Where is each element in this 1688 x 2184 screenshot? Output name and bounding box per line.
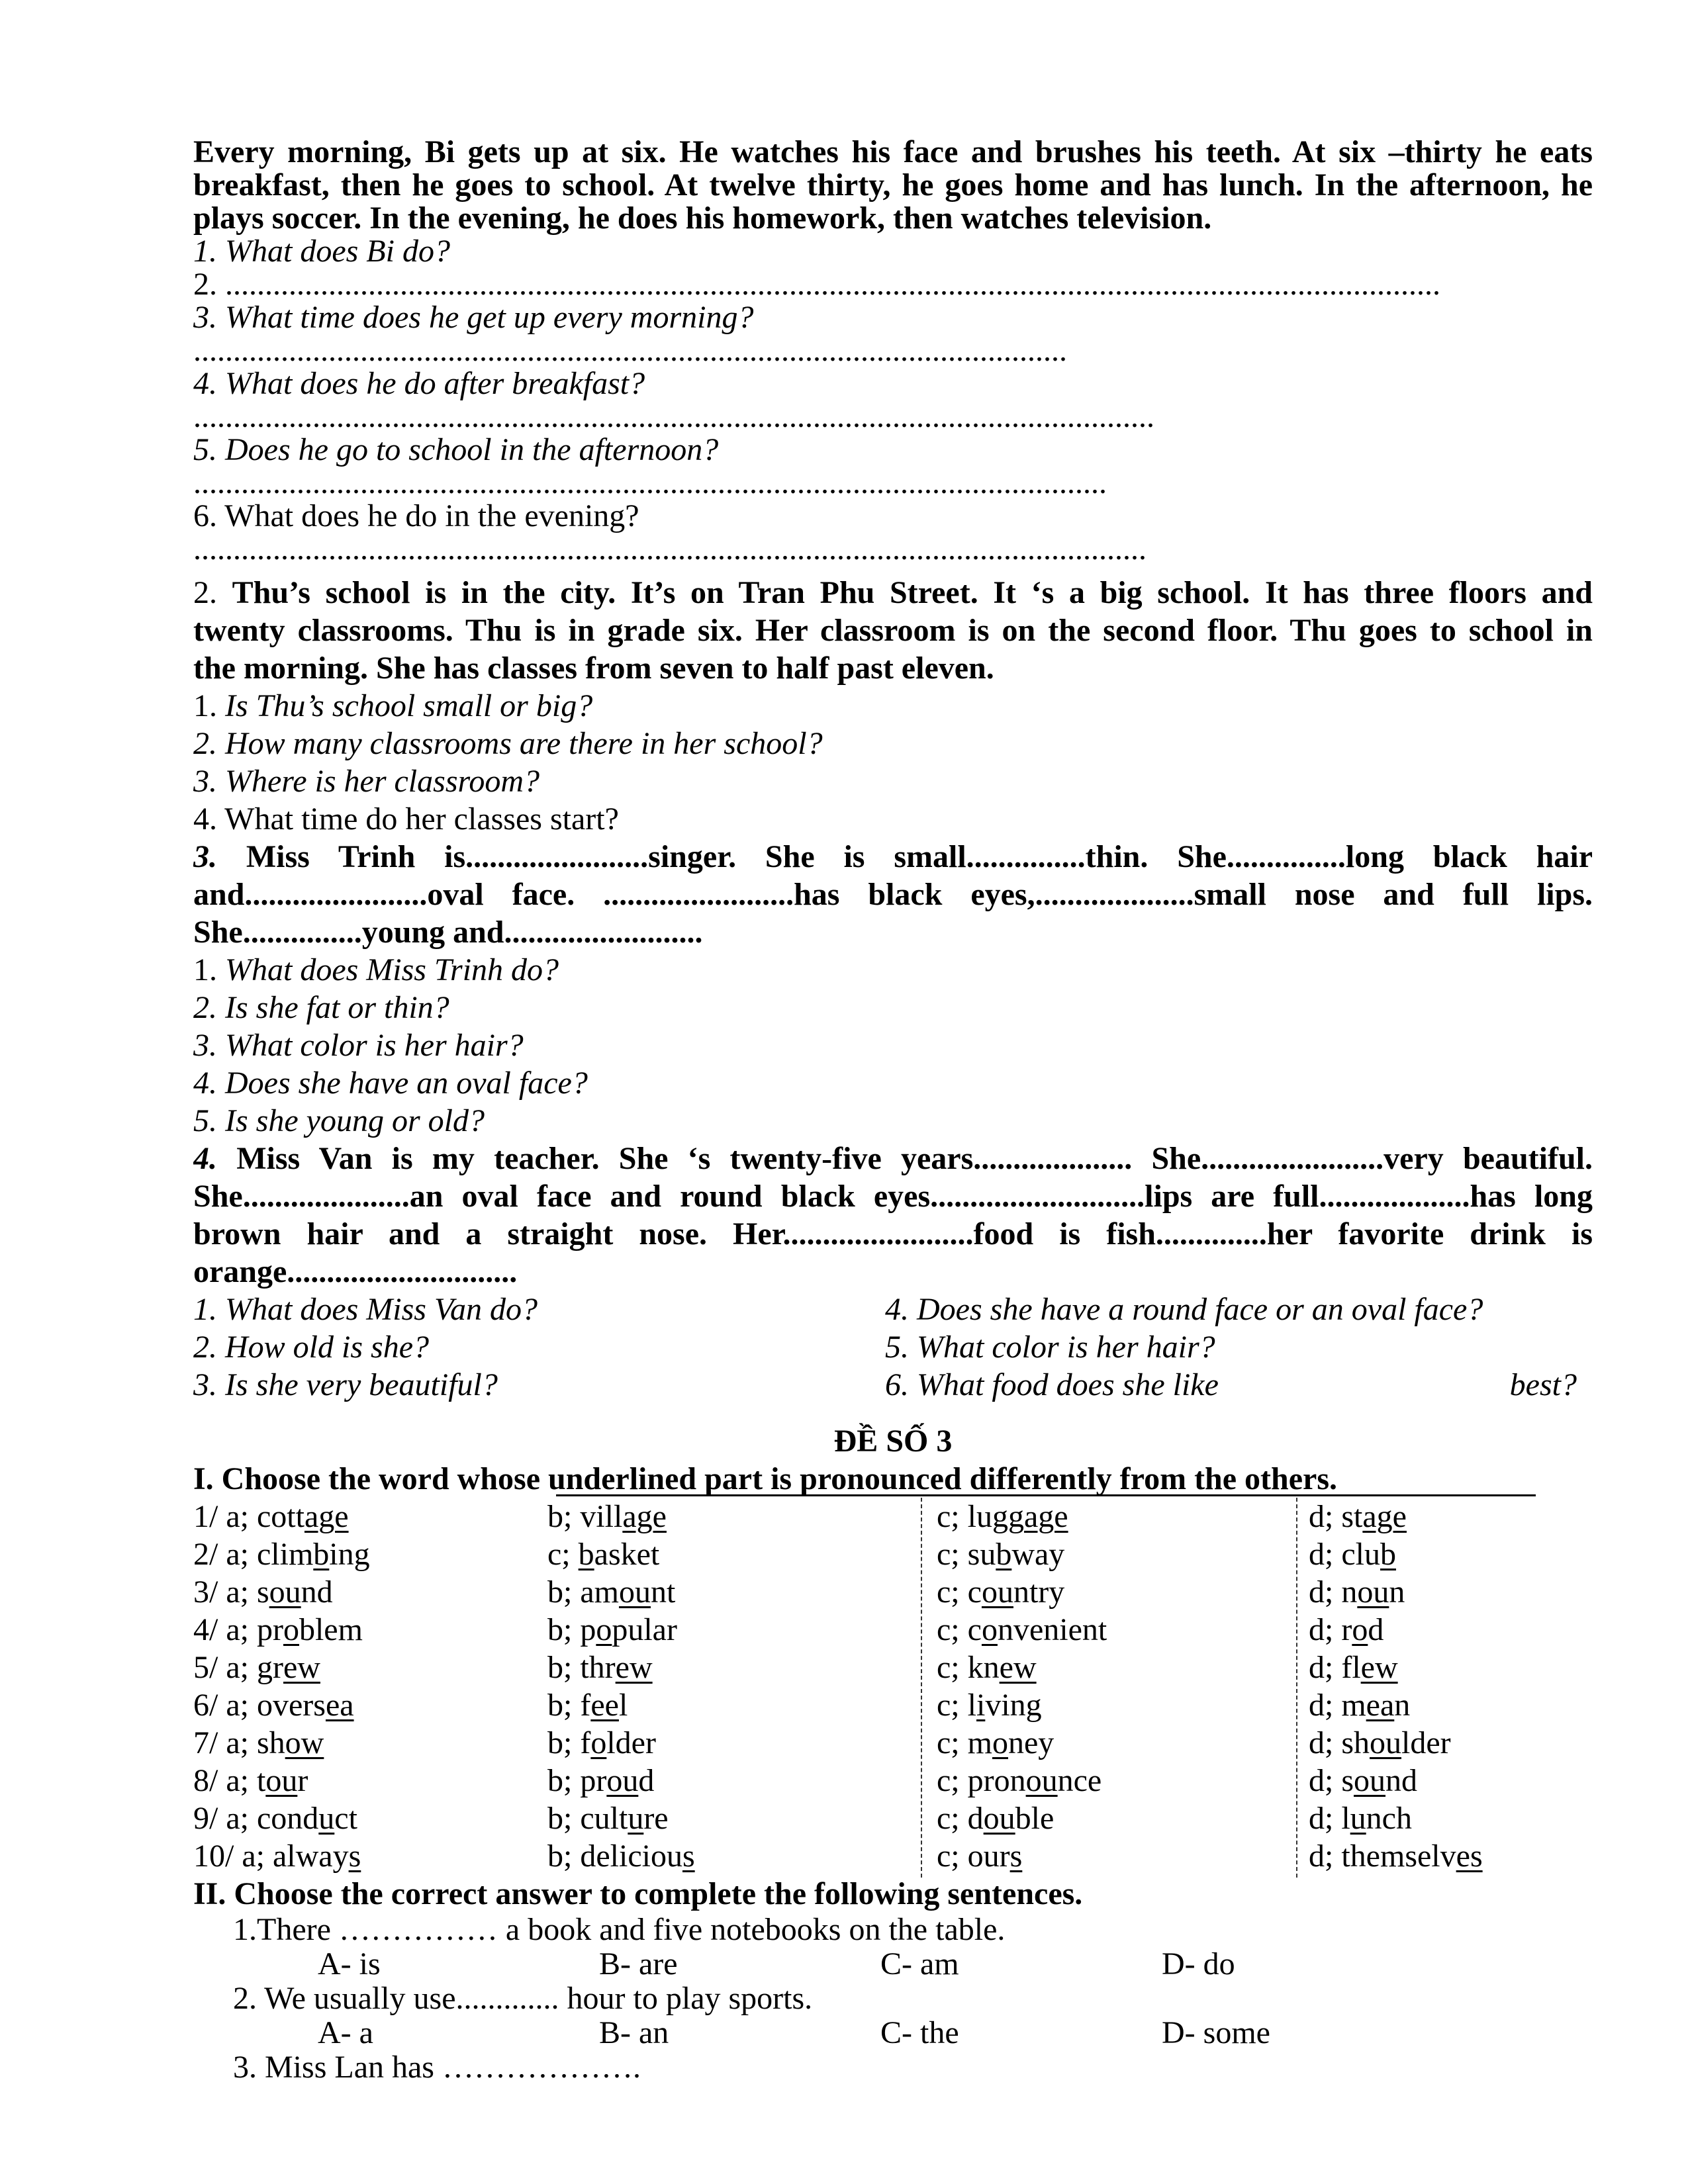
word-part: d; st [1309, 1499, 1363, 1534]
question [885, 1366, 1577, 1404]
question: 5. Is she young or old? [193, 1103, 485, 1138]
word-option [193, 1535, 547, 1573]
underlined-part: ou [1357, 1574, 1389, 1610]
word-option [937, 1535, 1309, 1573]
underlined-part: o [1352, 1612, 1368, 1647]
word-part: 3/ a; s [193, 1574, 269, 1610]
table-row [193, 1762, 1593, 1799]
word-part: d; sh [1309, 1725, 1370, 1760]
underlined-part: ou [1025, 1763, 1058, 1798]
section-heading [193, 1460, 1593, 1498]
word-part: d; themselv [1309, 1839, 1456, 1874]
word-part: b; thr [547, 1650, 616, 1685]
passage2-line: the morning. She has classes from seven to half past eleven. [193, 651, 994, 686]
underlined-part: u [628, 1801, 644, 1836]
word-part: d; m [1309, 1688, 1366, 1723]
question: 4. What time do her classes start? [193, 801, 619, 837]
word-option [1309, 1498, 1573, 1535]
passage4-line: She.....................an oval face and round black eyes...........................lips are full...................has long [193, 1179, 1593, 1214]
passage3-line [193, 838, 1593, 876]
word-part: 6/ a; overs [193, 1688, 326, 1723]
word-part: ble [1015, 1801, 1055, 1836]
word-part: nch [1366, 1801, 1412, 1836]
word-option [547, 1724, 937, 1762]
table-row [193, 1837, 1593, 1875]
passage2-line [193, 574, 1593, 612]
passage-number: 3. [193, 839, 217, 874]
word-part: ntry [1013, 1574, 1065, 1610]
underlined-part: age [1023, 1499, 1068, 1534]
word-option [1309, 1686, 1573, 1724]
word-part: d; n [1309, 1574, 1358, 1610]
option[interactable]: D- do [1162, 1946, 1235, 1981]
question-text: What does Miss Trinh do? [225, 952, 559, 987]
underlined-part: ew [999, 1650, 1037, 1685]
word-part: c; lugg [937, 1499, 1024, 1534]
underlined-part: age [304, 1499, 349, 1534]
word-part: nce [1057, 1763, 1102, 1798]
underlined-part: ou [1370, 1725, 1402, 1760]
word-part: d [1368, 1612, 1384, 1647]
word-part: ney [1008, 1725, 1055, 1760]
word-option [193, 1724, 547, 1762]
document-page [193, 136, 1593, 2085]
underlined-part: ew [1360, 1650, 1398, 1685]
question: 2. We usually use............. hour to play sports. [233, 1981, 813, 2016]
question: 4. What does he do after breakfast? [193, 366, 645, 401]
word-part: d; clu [1309, 1537, 1380, 1572]
underlined-part: b [996, 1537, 1012, 1572]
underlined-part: i [976, 1688, 986, 1723]
word-option [547, 1799, 937, 1837]
word-part: b; am [547, 1574, 619, 1610]
word-option [1309, 1724, 1573, 1762]
table-row [193, 1611, 1593, 1649]
passage4-line: orange............................. [193, 1254, 518, 1289]
question [193, 951, 1593, 989]
section-heading-text: I. Choose the word whose underlined part is pronounced differently from the others. [193, 1461, 1338, 1496]
question: 2. How many classrooms are there in her school? [193, 726, 823, 761]
underlined-part: ou [981, 1574, 1013, 1610]
table-row [193, 1498, 1593, 1535]
test-title: ĐỀ SỐ 3 [833, 1424, 953, 1459]
word-part: c; our [937, 1839, 1010, 1874]
word-part: b; deliciou [547, 1839, 682, 1874]
word-part: asket [594, 1537, 660, 1572]
question: 5. What color is her hair? [885, 1330, 1215, 1365]
underlined-part: ee [590, 1688, 619, 1723]
word-part: 4/ a; pr [193, 1612, 283, 1647]
word-option [1309, 1762, 1573, 1799]
word-option [547, 1611, 937, 1649]
underlined-part: ou [265, 1763, 298, 1798]
table-row [193, 1724, 1593, 1762]
word-part: pular [612, 1612, 677, 1647]
word-option [547, 1762, 937, 1799]
underlined-part: s [1009, 1839, 1023, 1874]
word-option [547, 1649, 937, 1686]
underlined-part: ew [283, 1650, 320, 1685]
question: 4. Does she have an oval face? [193, 1066, 588, 1101]
passage-text: Miss Van is my teacher. She ‘s twenty-five years.................... She.......................very beautiful. [217, 1141, 1593, 1176]
word-part: c; l [937, 1688, 976, 1723]
passage4-line: brown hair and a straight nose. Her........................food is fish..............her favorite drink is [193, 1216, 1593, 1251]
question: 6. What does he do in the evening? [193, 498, 639, 533]
word-part: b; f [547, 1688, 591, 1723]
question: 3. What color is her hair? [193, 1028, 524, 1063]
word-part: c; d [937, 1801, 984, 1836]
word-option [193, 1573, 547, 1611]
word-option [193, 1837, 547, 1875]
option[interactable]: C- the [880, 2015, 959, 2050]
word-part: nd [301, 1574, 333, 1610]
question-number: 1. [193, 952, 225, 987]
word-part: 7/ a; sh [193, 1725, 285, 1760]
word-part: d; fl [1309, 1650, 1361, 1685]
underlined-part: b [578, 1537, 594, 1572]
table-row [193, 1535, 1593, 1573]
underlined-part: o [596, 1612, 612, 1647]
word-option [937, 1498, 1309, 1535]
word-option [1309, 1649, 1573, 1686]
question: 3. Is she very beautiful? [193, 1367, 498, 1402]
underlined-part: es [1456, 1839, 1483, 1874]
word-part: b; pr [547, 1763, 607, 1798]
word-option [547, 1535, 937, 1573]
question-row [193, 1328, 1593, 1366]
word-part: nd [1385, 1763, 1418, 1798]
word-part: b; f [547, 1725, 591, 1760]
word-option [1309, 1799, 1573, 1837]
word-part: lder [606, 1725, 656, 1760]
word-part: r [297, 1763, 308, 1798]
column-divider [1296, 1498, 1297, 1878]
underlined-part: ow [285, 1725, 324, 1760]
word-part: 2/ a; clim [193, 1537, 314, 1572]
question-text: best? [1509, 1367, 1577, 1402]
word-part: n [1394, 1688, 1411, 1723]
word-option [193, 1686, 547, 1724]
option[interactable]: A- a [318, 2015, 373, 2050]
word-part: way [1011, 1537, 1065, 1572]
word-part: lder [1401, 1725, 1451, 1760]
pronunciation-table [193, 1498, 1593, 1875]
word-option [547, 1573, 937, 1611]
underlined-part: ea [1366, 1688, 1395, 1723]
passage-number: 2. [193, 575, 232, 610]
word-option [1309, 1535, 1573, 1573]
word-part: nvenient [997, 1612, 1107, 1647]
word-part: 10/ a; alway [193, 1839, 349, 1874]
word-option [547, 1837, 937, 1875]
underlined-part: b [313, 1537, 330, 1572]
answer-options [193, 1947, 1593, 1981]
word-option [547, 1686, 937, 1724]
question: 4. Does she have a round face or an oval face? [885, 1292, 1483, 1327]
word-part: ing [329, 1537, 370, 1572]
word-part: c; m [937, 1725, 992, 1760]
question-row [193, 1366, 1593, 1404]
passage1-line: Every morning, Bi gets up at six. He watches his face and brushes his teeth. At six –thirty he eats [193, 136, 1593, 169]
word-part: nt [650, 1574, 676, 1610]
word-part: c; c [937, 1574, 982, 1610]
word-part: b; cult [547, 1801, 628, 1836]
underlined-part: ou [1354, 1763, 1386, 1798]
option[interactable]: B- an [599, 2015, 669, 2050]
word-option [937, 1799, 1309, 1837]
word-option [1309, 1611, 1573, 1649]
word-part: c; su [937, 1537, 996, 1572]
question: 2. How old is she? [193, 1330, 430, 1365]
word-option [193, 1498, 547, 1535]
question: 1.There …………… a book and five notebooks on the table. [233, 1912, 1006, 1947]
word-part: 1/ a; cott [193, 1499, 305, 1534]
answer-blank: 2. ......................................................................................................................................................... [193, 267, 1440, 302]
word-part: l [618, 1688, 628, 1723]
table-row [193, 1573, 1593, 1611]
word-option [937, 1724, 1309, 1762]
option[interactable]: B- are [599, 1946, 678, 1981]
passage1-line: plays soccer. In the evening, he does his homework, then watches television. [193, 201, 1212, 236]
underlined-part: ou [983, 1801, 1015, 1836]
word-option [937, 1649, 1309, 1686]
underlined-part: b [1380, 1537, 1396, 1572]
word-option [937, 1573, 1309, 1611]
question [193, 687, 1593, 725]
word-part: c; kn [937, 1650, 1000, 1685]
underlined-part: ew [615, 1650, 653, 1685]
underlined-part: age [1362, 1499, 1407, 1534]
column-divider [921, 1498, 922, 1878]
passage-number: 4. [193, 1141, 217, 1176]
table-row [193, 1649, 1593, 1686]
answer-blank: ........................................................................................................................ [193, 531, 1147, 567]
word-part: re [643, 1801, 669, 1836]
question: 3. What time does he get up every morning? [193, 300, 754, 335]
underlined-part: u [318, 1801, 335, 1836]
word-part: c; c [937, 1612, 982, 1647]
passage-text: Thu’s school is in the city. It’s on Tran Phu Street. It ‘s a big school. It has three floors and [232, 575, 1593, 610]
word-option [937, 1837, 1309, 1875]
question: 5. Does he go to school in the afternoon? [193, 432, 719, 467]
word-part: ving [985, 1688, 1042, 1723]
passage2-line: twenty classrooms. Thu is in grade six. Her classroom is on the second floor. Thu goes to school in [193, 613, 1593, 648]
word-option [547, 1498, 937, 1535]
word-option [1309, 1837, 1573, 1875]
passage3-line: and.......................oval face. ........................has black eyes,....................small nose and full lips. [193, 877, 1593, 912]
word-option [1309, 1573, 1573, 1611]
question-text: Is Thu’s school small or big? [225, 688, 593, 723]
underlined-part: o [992, 1725, 1008, 1760]
question: 2. Is she fat or thin? [193, 990, 449, 1025]
underlined-part: s [348, 1839, 361, 1874]
underlined-part: s [682, 1839, 695, 1874]
underlined-part: ou [269, 1574, 301, 1610]
underlined-part: ou [618, 1574, 651, 1610]
word-part: 8/ a; t [193, 1763, 266, 1798]
word-part: d; s [1309, 1763, 1354, 1798]
question-row [193, 1291, 1593, 1328]
passage1-line: breakfast, then he goes to school. At twelve thirty, he goes home and has lunch. In the afternoon, he [193, 169, 1593, 202]
word-part: d [638, 1763, 655, 1798]
answer-blank: ......................................................................................................................... [193, 399, 1154, 434]
question-text: 6. What food does she like [885, 1367, 1219, 1402]
question: 1. What does Bi do? [193, 234, 450, 269]
word-option [193, 1611, 547, 1649]
passage3-line: She...............young and......................... [193, 915, 703, 950]
word-option [193, 1649, 547, 1686]
word-part: ct [334, 1801, 357, 1836]
underlined-part: ou [606, 1763, 639, 1798]
answer-blank: ................................................................................................................... [193, 465, 1107, 500]
table-row [193, 1686, 1593, 1724]
underlined-part: o [283, 1612, 299, 1647]
word-option [937, 1762, 1309, 1799]
option[interactable]: A- is [318, 1946, 381, 1981]
word-option [937, 1611, 1309, 1649]
question: 1. What does Miss Van do? [193, 1292, 538, 1327]
underlined-part: u [1350, 1801, 1366, 1836]
option[interactable]: D- some [1162, 2015, 1270, 2050]
word-part: 9/ a; cond [193, 1801, 319, 1836]
heading-rule [556, 1494, 1536, 1496]
option[interactable]: C- am [880, 1946, 959, 1981]
passage-text: Miss Trinh is.......................singer. She is small...............thin. She...............long black hair [217, 839, 1593, 874]
question-number: 1. [193, 688, 225, 723]
section-heading: II. Choose the correct answer to complete the following sentences. [193, 1876, 1083, 1911]
question: 3. Miss Lan has ………………. [233, 2050, 641, 2085]
underlined-part: o [981, 1612, 998, 1647]
answer-blank: .............................................................................................................. [193, 333, 1067, 368]
word-option [193, 1762, 547, 1799]
word-part: d; l [1309, 1801, 1350, 1836]
underlined-part: ea [325, 1688, 354, 1723]
word-part: c; pron [937, 1763, 1026, 1798]
underlined-part: o [590, 1725, 607, 1760]
word-part: blem [299, 1612, 363, 1647]
answer-options [193, 2016, 1593, 2050]
table-row [193, 1799, 1593, 1837]
underlined-part: age [622, 1499, 667, 1534]
word-option [937, 1686, 1309, 1724]
word-option [193, 1799, 547, 1837]
word-part: c; [547, 1537, 579, 1572]
word-part: n [1389, 1574, 1405, 1610]
word-part: d; r [1309, 1612, 1352, 1647]
word-part: 5/ a; gr [193, 1650, 283, 1685]
word-part: b; vill [547, 1499, 623, 1534]
word-part: b; p [547, 1612, 596, 1647]
question: 3. Where is her classroom? [193, 764, 540, 799]
passage4-line [193, 1140, 1593, 1177]
